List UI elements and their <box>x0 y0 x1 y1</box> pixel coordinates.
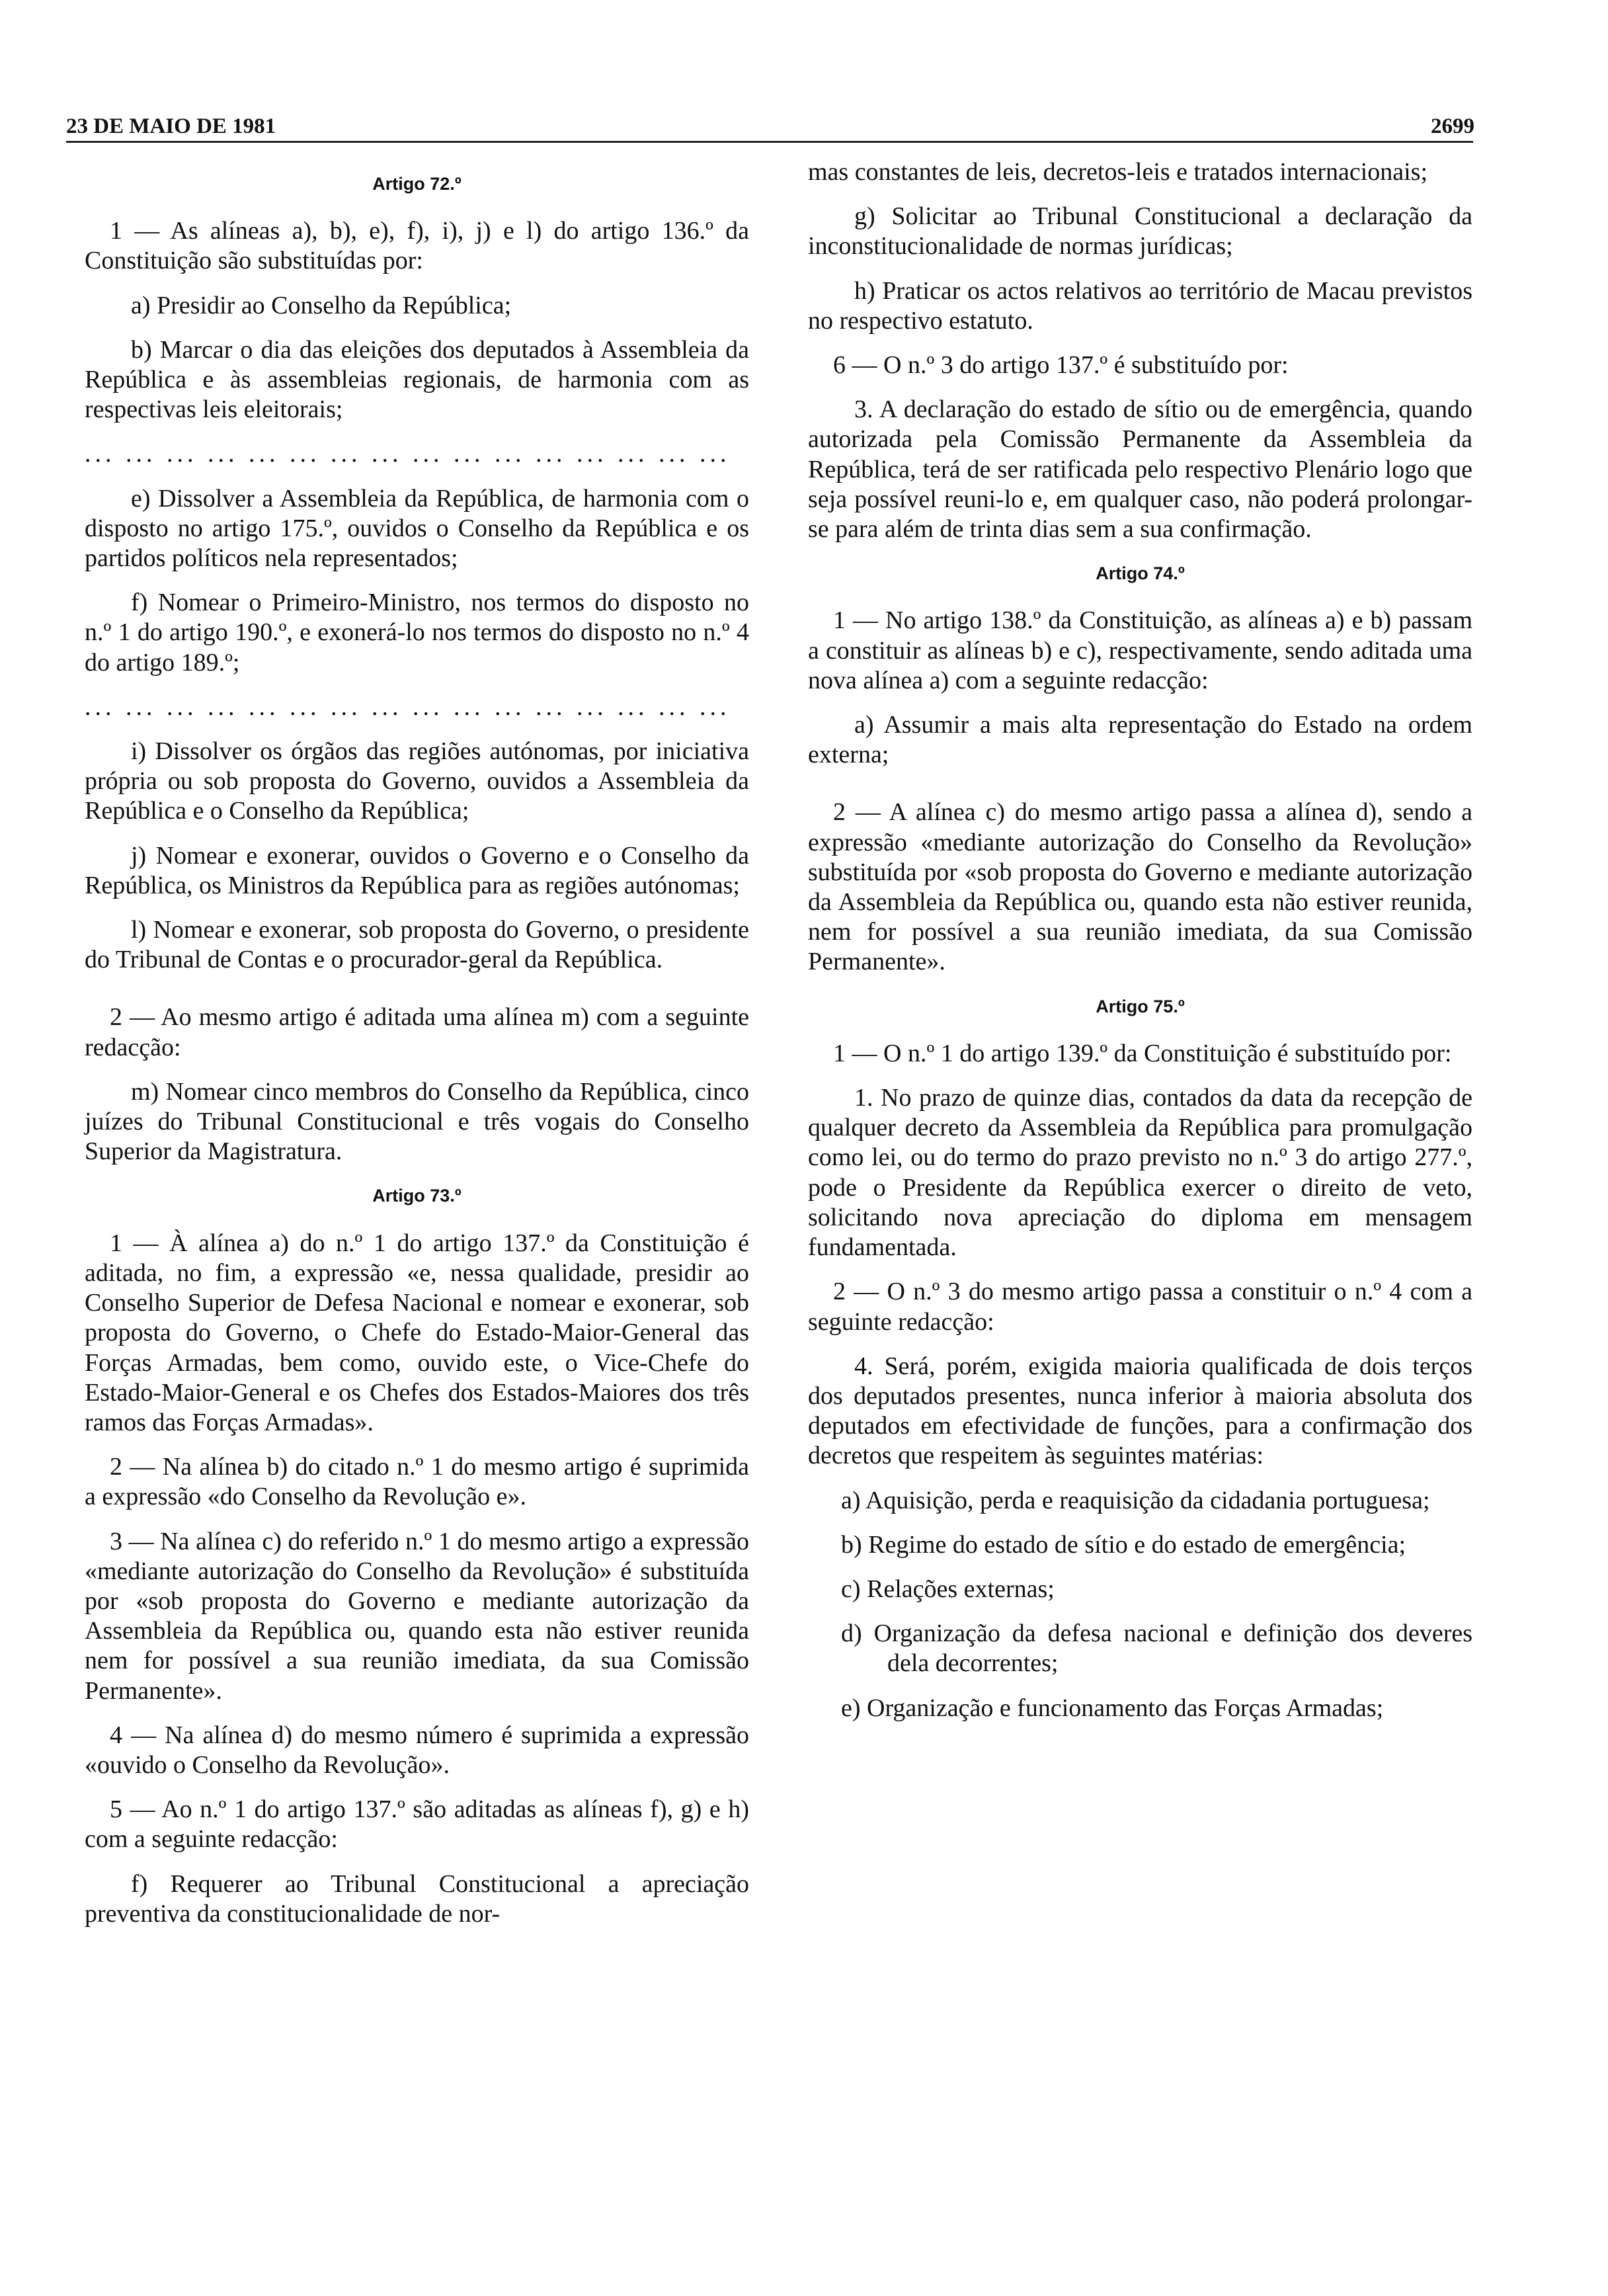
paragraph: c) Relações externas; <box>841 1575 1055 1603</box>
paragraph: 2 — O n.º 3 do mesmo artigo passa a constituir o n.º 4 com a seguinte redacção: <box>808 1278 1472 1336</box>
paragraph: m) Nomear cinco membros do Conselho da República, cinco juízes do Tribunal Constitucional e três vogais do Conselho Superior da Magistratura. <box>85 1077 749 1166</box>
article-heading: Artigo 75.º <box>1096 996 1185 1016</box>
paragraph: f) Requerer ao Tribunal Constitucional a apreciação preventiva da constitucionalidade de nor- <box>85 1869 749 1928</box>
paragraph: 2 — Na alínea b) do citado n.º 1 do mesmo artigo é suprimida a expressão «do Conselho da Revolução e». <box>85 1453 749 1511</box>
paragraph: f) Nomear o Primeiro-Ministro, nos termos do disposto no n.º 1 do artigo 190.º, e exonerá-lo nos termos do disposto no n.º 4 do artigo 189.º; <box>85 589 749 676</box>
paragraph: l) Nomear e exonerar, sob proposta do Governo, o presidente do Tribunal de Contas e o procurador-geral da República. <box>85 916 749 974</box>
page-header <box>66 99 1474 139</box>
paragraph: 3 — Na alínea c) do referido n.º 1 do mesmo artigo a expressão «mediante autorização do Conselho da Revolução» é substituída por «sob proposta do Governo e mediante autorização da Assembleia da República ou, quando esta não estiver reunida nem for possível a sua reunião imediata, da sua Comissão Permanente». <box>85 1527 749 1705</box>
paragraph: e) Dissolver a Assembleia da República, de harmonia com o disposto no artigo 175.º, ouvidos o Conselho da República e os partidos políticos nela representados; <box>85 484 749 573</box>
right-column <box>808 157 1472 1738</box>
paragraph: mas constantes de leis, decretos-leis e tratados internacionais; <box>808 158 1428 186</box>
paragraph: j) Nomear e exonerar, ouvidos o Governo e o Conselho da República, os Ministros da República para as regiões autónomas; <box>85 841 749 899</box>
paragraph: a) Presidir ao Conselho da República; <box>131 291 512 319</box>
paragraph: a) Assumir a mais alta representação do Estado na ordem externa; <box>808 711 1472 769</box>
paragraph: 2 — A alínea c) do mesmo artigo passa a alínea d), sendo a expressão «mediante autorização do Conselho da Revolução» substituída por «sob proposta do Governo e mediante autorização da Assembleia da República ou, quando esta não estiver reunida, nem for possível a sua reunião imediata, da sua Comissão Permanente». <box>808 798 1472 976</box>
paragraph: 1 — À alínea a) do n.º 1 do artigo 137.º da Constituição é aditada, no fim, a expressão «e, nessa qualidade, presidir ao Conselho Superior de Defesa Nacional e nomear e exonerar, sob proposta do Governo, o Chefe do Estado-Maior-General das Forças Armadas, bem como, ouvido este, o Vice-Chefe do Estado-Maior-General e os Chefes dos Estados-Maiores dos três ramos das Forças Armadas». <box>85 1229 749 1436</box>
article-heading: Artigo 72.º <box>372 174 462 194</box>
article-heading: Artigo 73.º <box>372 1186 462 1206</box>
paragraph: 6 — O n.º 3 do artigo 137.º é substituído por: <box>833 351 1289 380</box>
paragraph: a) Aquisição, perda e reaquisição da cidadania portuguesa; <box>841 1486 1430 1514</box>
ellipsis-line: ... ... ... ... ... ... ... ... ... ... ... ... ... ... ... ... <box>85 440 731 468</box>
paragraph: 4. Será, porém, exigida maioria qualificada de dois terços dos deputados presentes, nunca inferior à maioria absoluta dos deputados em efectividade de funções, para a confirmação dos decretos que respeitem às seguintes matérias: <box>808 1352 1472 1470</box>
ellipsis-line: ... ... ... ... ... ... ... ... ... ... ... ... ... ... ... ... <box>85 692 731 721</box>
left-column <box>85 157 749 1944</box>
paragraph: h) Praticar os actos relativos ao território de Macau previstos no respectivo estatuto. <box>808 276 1472 335</box>
paragraph: b) Regime do estado de sítio e do estado de emergência; <box>841 1530 1406 1559</box>
paragraph: 1. No prazo de quinze dias, contados da data da recepção de qualquer decreto da Assembleia da República para promulgação como lei, ou do termo do prazo previsto no n.º 3 do artigo 277.º, pode o Presidente da República exercer o direito de veto, solicitando nova apreciação do diploma em mensagem fundamentada. <box>808 1084 1472 1262</box>
paragraph: 1 — As alíneas a), b), e), f), i), j) e l) do artigo 136.º da Constituição são substituídas por: <box>85 217 749 275</box>
paragraph: e) Organização e funcionamento das Forças Armadas; <box>841 1694 1384 1722</box>
paragraph: d) Organização da defesa nacional e definição dos deveres dela decorrentes; <box>841 1620 1472 1678</box>
paragraph: i) Dissolver os órgãos das regiões autónomas, por iniciativa própria ou sob proposta do Governo, ouvidos a Assembleia da República e o Conselho da República; <box>85 737 749 825</box>
paragraph: 3. A declaração do estado de sítio ou de emergência, quando autorizada pela Comissão Permanente da Assembleia da República, terá de ser ratificada pelo respectivo Plenário logo que seja possível reuni-lo e, em qualquer caso, não poderá prolongar-se para além de trinta dias sem a sua confirmação. <box>808 395 1472 544</box>
paragraph: 2 — Ao mesmo artigo é aditada uma alínea m) com a seguinte redacção: <box>85 1003 749 1061</box>
header-rule <box>66 141 1473 143</box>
page-number: 2699 <box>1431 114 1474 138</box>
paragraph: 1 — O n.º 1 do artigo 139.º da Constituição é substituído por: <box>833 1039 1452 1067</box>
header-date: 23 DE MAIO DE 1981 <box>66 114 276 138</box>
paragraph: b) Marcar o dia das eleições dos deputados à Assembleia da República e às assembleias regionais, de harmonia com as respectivas leis eleitorais; <box>85 335 749 424</box>
paragraph: 5 — Ao n.º 1 do artigo 137.º são aditadas as alíneas f), g) e h) com a seguinte redacção: <box>85 1795 749 1854</box>
article-heading: Artigo 74.º <box>1096 563 1185 584</box>
paragraph: 4 — Na alínea d) do mesmo número é suprimida a expressão «ouvido o Conselho da Revolução». <box>85 1721 749 1779</box>
paragraph: g) Solicitar ao Tribunal Constitucional a declaração da inconstitucionalidade de normas jurídicas; <box>808 202 1472 261</box>
paragraph: 1 — No artigo 138.º da Constituição, as alíneas a) e b) passam a constituir as alíneas b) e c), respectivamente, sendo aditada uma nova alínea a) com a seguinte redacção: <box>808 606 1472 694</box>
